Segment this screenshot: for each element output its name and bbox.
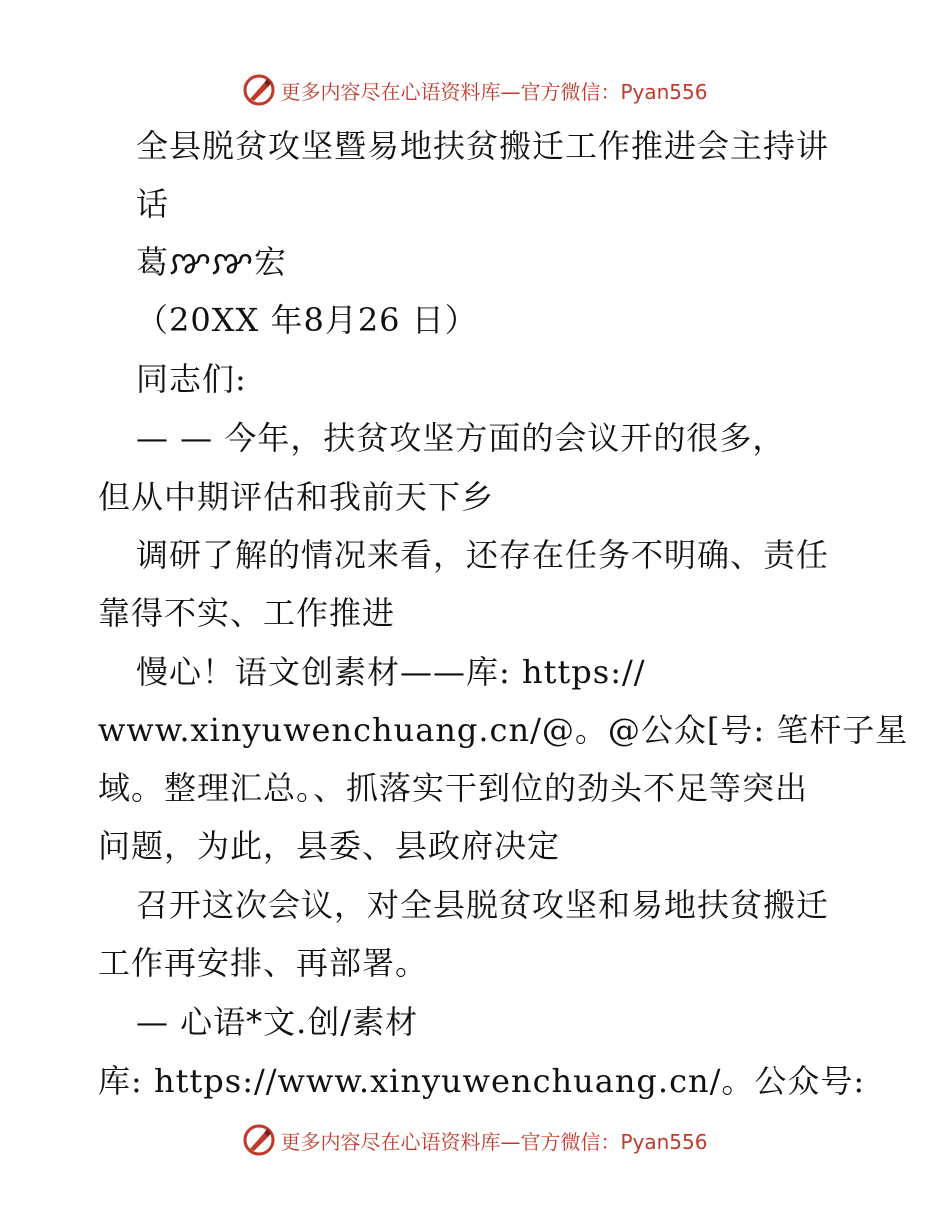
doc-paragraph-line: 召开这次会议，对全县脱贫攻坚和易地扶贫搬迁 [136,886,830,924]
doc-paragraph-line: 慢心！语文创素材——库: https:// [136,653,646,691]
doc-paragraph-line: 调研了解的情况来看，还存在任务不明确、责任 [136,536,830,574]
doc-salutation: 同志们: [136,360,247,398]
pen-logo-icon [242,73,276,107]
doc-paragraph-line: 工作再安排、再部署。 [98,944,429,982]
footer-banner-text: 更多内容尽在心语资料库—官方微信：Pyan556 [280,1129,708,1154]
footer-banner [0,1120,950,1160]
doc-paragraph-line: 问题，为此，县委、县政府决定 [98,827,561,865]
pen-logo-icon [242,1123,276,1157]
doc-paragraph-line: 库: https://www.xinyuwenchuang.cn/。公众号: [98,1062,866,1100]
doc-date: （20XX 年8月26 日） [136,301,478,339]
doc-title-line-2: 话 [136,185,170,223]
doc-title-line-1: 全县脱贫攻坚暨易地扶贫搬迁工作推进会主持讲 [136,127,830,165]
doc-paragraph-line: www.xinyuwenchuang.cn/@。@公众[号: 笔杆子星 [98,711,909,749]
doc-paragraph-line: 域。整理汇总。、抓落实干到位的劲头不足等突出 [98,769,809,807]
doc-paragraph-line: 靠得不实、工作推进 [98,594,396,632]
header-banner-text: 更多内容尽在心语资料库—官方微信：Pyan556 [280,79,708,104]
doc-paragraph-line: — 心语*文.创/素材 [136,1003,419,1041]
doc-paragraph-line: — — 今年，扶贫攻坚方面的会议开的很多， [136,419,786,457]
doc-author: 葛ꨇꨇ宏 [136,243,288,281]
header-banner [0,70,950,110]
doc-paragraph-line: 但从中期评估和我前天下乡 [98,478,495,516]
